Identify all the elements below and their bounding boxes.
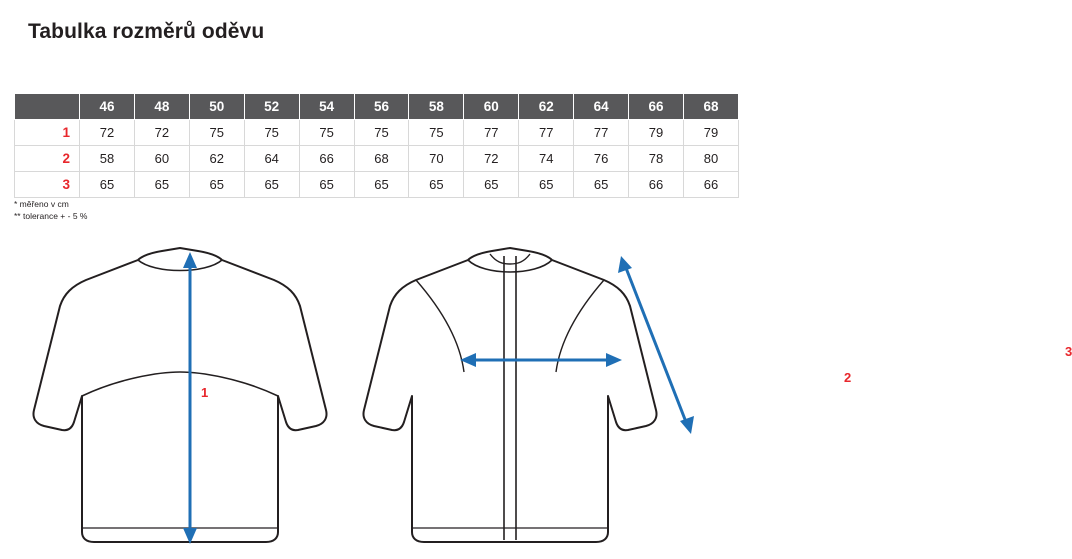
table-cell: 72 xyxy=(80,120,135,146)
column-header: 50 xyxy=(189,94,244,120)
table-notes xyxy=(14,198,87,223)
garment-figures xyxy=(0,232,1072,559)
table-row xyxy=(15,172,739,198)
size-table-body xyxy=(15,120,739,198)
table-cell: 72 xyxy=(464,146,519,172)
table-cell: 75 xyxy=(299,120,354,146)
table-cell: 65 xyxy=(464,172,519,198)
back-view-drawing xyxy=(30,232,330,559)
table-cell: 62 xyxy=(189,146,244,172)
table-cell: 77 xyxy=(574,120,629,146)
table-cell: 79 xyxy=(629,120,684,146)
measure-label-2: 2 xyxy=(844,370,852,385)
table-cell: 58 xyxy=(80,146,135,172)
table-cell: 72 xyxy=(134,120,189,146)
table-cell: 60 xyxy=(134,146,189,172)
column-header: 66 xyxy=(629,94,684,120)
table-cell: 65 xyxy=(189,172,244,198)
note-tolerance: ** tolerance + - 5 % xyxy=(14,211,88,222)
table-cell: 65 xyxy=(354,172,409,198)
table-cell: 68 xyxy=(354,146,409,172)
table-cell: 66 xyxy=(683,172,738,198)
note-measurement-unit: * měřeno v cm xyxy=(14,199,69,209)
table-corner-cell xyxy=(15,94,80,120)
column-header: 48 xyxy=(134,94,189,120)
column-header: 68 xyxy=(683,94,738,120)
column-header: 56 xyxy=(354,94,409,120)
table-cell: 78 xyxy=(629,146,684,172)
table-cell: 79 xyxy=(683,120,738,146)
table-cell: 65 xyxy=(519,172,574,198)
table-cell: 75 xyxy=(354,120,409,146)
table-cell: 75 xyxy=(244,120,299,146)
table-cell: 65 xyxy=(134,172,189,198)
garment-outline xyxy=(363,248,656,542)
table-cell: 66 xyxy=(629,172,684,198)
garment-front-view xyxy=(360,232,1072,559)
column-header: 54 xyxy=(299,94,354,120)
table-cell: 65 xyxy=(299,172,354,198)
table-cell: 70 xyxy=(409,146,464,172)
table-cell: 66 xyxy=(299,146,354,172)
column-header: 58 xyxy=(409,94,464,120)
row-header: 3 xyxy=(15,172,80,198)
table-cell: 80 xyxy=(683,146,738,172)
row-header: 2 xyxy=(15,146,80,172)
table-cell: 65 xyxy=(244,172,299,198)
table-cell: 77 xyxy=(519,120,574,146)
table-row xyxy=(15,120,739,146)
garment-outline xyxy=(33,248,326,542)
measure-label-1: 1 xyxy=(201,385,209,400)
front-view-drawing xyxy=(360,232,740,559)
page-title: Tabulka rozměrů oděvu xyxy=(28,20,265,43)
measure-label-3: 3 xyxy=(1065,344,1072,359)
table-cell: 65 xyxy=(574,172,629,198)
table-cell: 64 xyxy=(244,146,299,172)
table-cell: 75 xyxy=(409,120,464,146)
column-header: 64 xyxy=(574,94,629,120)
column-header: 46 xyxy=(80,94,135,120)
size-table-head xyxy=(15,94,739,120)
table-row xyxy=(15,146,739,172)
table-cell: 65 xyxy=(409,172,464,198)
table-cell: 65 xyxy=(80,172,135,198)
column-header: 60 xyxy=(464,94,519,120)
table-cell: 75 xyxy=(189,120,244,146)
garment-back-view xyxy=(30,232,330,559)
table-header-row xyxy=(15,94,739,120)
table-cell: 77 xyxy=(464,120,519,146)
size-table xyxy=(14,93,739,198)
column-header: 62 xyxy=(519,94,574,120)
table-cell: 76 xyxy=(574,146,629,172)
column-header: 52 xyxy=(244,94,299,120)
row-header: 1 xyxy=(15,120,80,146)
table-cell: 74 xyxy=(519,146,574,172)
